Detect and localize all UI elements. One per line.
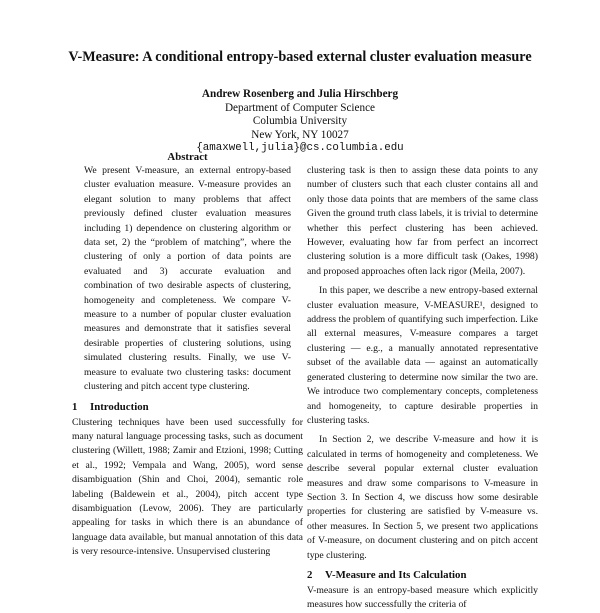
right-column [307,164,538,613]
section-2-text: V-measure is an entropy-based measure which explicitly measures how successfully the criteria of [307,584,538,611]
author-university: Columbia University [252,115,348,127]
author-names: Andrew Rosenberg and Julia Hirschberg [201,88,399,100]
author-city: New York, NY 10027 [251,128,349,141]
left-column [72,150,303,560]
abstract-text: We present V-measure, an external entropy-based cluster evaluation measure. V-measure provides an elegant solution to many problems that affect previously defined cluster evaluation measures including 1) dependence on clustering algorithm or data set, 2) the “problem of matching”, where the clustering of only a portion of data points are evaluated and 3) accurate evaluation and combination of two desirable aspects of clustering, homogeneity and completeness. We compare V-measure to a number of popular cluster evaluation measures and demonstrate that it satisfies several desirable properties of clustering solutions, using simulated clustering results. Finally, we use V-measure to evaluate two clustering tasks: document clustering and pitch accent type clustering. [84,165,291,393]
author-block [100,88,500,156]
section-2-number: 2 [307,568,313,581]
author-department: Department of Computer Science [224,101,376,114]
section-1-title: Introduction [90,400,149,413]
paper-title: V-Measure: A conditional entropy-based external cluster evaluation measure [68,49,532,65]
intro-paragraph-1: clustering task is then to assign these data points to any number of clusters such that each cluster contains all and only those data points that are members of the same class Given the ground truth class labels, it is trivial to determine whether this perfect clustering has been achieved. However, evaluating how far from perfect an incorrect clustering solution is a more difficult task (Oakes, 1998) and proposed approaches often lack rigor (Meila, 2007). [307,165,538,277]
intro-paragraph-3: In Section 2, we describe V-measure and how it is calculated in terms of homogeneity and completeness. We describe several popular external cluster evaluation measures and draw some comparisons to V-measure in Section 3. In Section 4, we discuss how some desirable properties for clustering are satisfied by V-measure vs. other measures. In Section 5, we present two applications of V-measure, on document clustering and on pitch accent type clustering. [307,434,538,561]
section-1-heading [72,400,303,414]
section-2-heading [307,568,538,582]
section-2-title: V-Measure and Its Calculation [325,568,467,581]
abstract-heading: Abstract [167,151,208,163]
author-email: {amaxwell,julia}@cs.columbia.edu [196,142,404,154]
intro-paragraph-2: In this paper, we describe a new entropy-based external cluster evaluation measure, V-MEASURE¹, designed to address the problem of quantifying such imperfection. Like all external measures, V-measure compares a target clustering — e.g., a manually annotated representative subset of the available data — against an automatically generated clustering to determine now similar the two are. We introduce two complementary concepts, completeness and homogeneity, to capture desirable properties in clustering tasks. [307,285,538,426]
section-1-text: Clustering techniques have been used successfully for many natural language processing tasks, such as document clustering (Willett, 1988; Zamir and Etzioni, 1998; Cutting et al., 1992; Vempala and Wang, 2005), word sense disambiguation (Shin and Choi, 2004), semantic role labeling (Baldewein et al., 2004), pitch accent type disambiguation (Levow, 2006). They are particularly appealing for tasks in which there is an abundance of language data available, but manual annotation of this data is very resource-intensive. Unsupervised clustering [72,416,303,558]
section-1-number: 1 [72,400,78,413]
